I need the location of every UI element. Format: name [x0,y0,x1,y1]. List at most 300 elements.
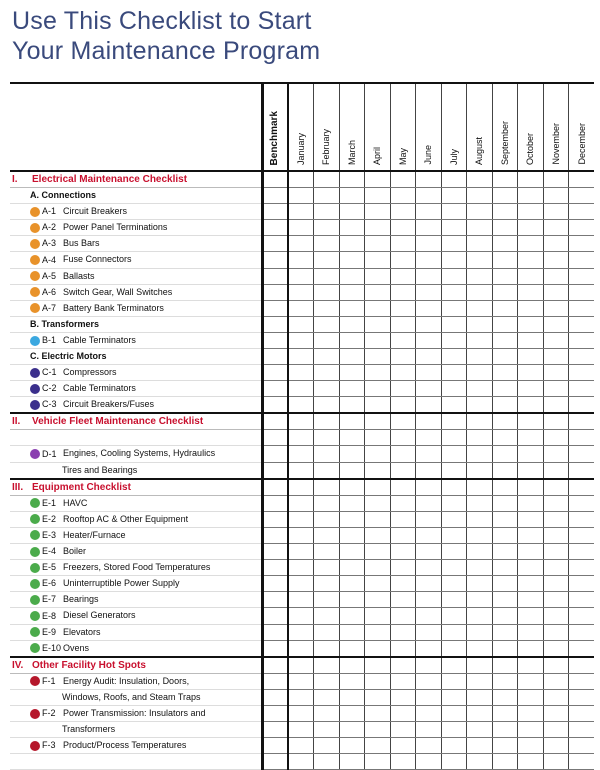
check-cell-august[interactable] [467,397,493,414]
check-cell-benchmark[interactable] [262,316,288,332]
check-cell-may[interactable] [390,592,416,608]
check-cell-november[interactable] [543,188,569,204]
check-cell-february[interactable] [314,236,340,252]
check-cell-october[interactable] [518,462,544,479]
check-cell-november[interactable] [543,332,569,348]
check-cell-december[interactable] [569,316,595,332]
check-cell-january[interactable] [288,284,314,300]
check-cell-january[interactable] [288,624,314,640]
check-cell-september[interactable] [492,462,518,479]
check-cell-july[interactable] [441,397,467,414]
check-cell-may[interactable] [390,462,416,479]
check-cell-november[interactable] [543,462,569,479]
check-cell-october[interactable] [518,430,544,446]
check-cell-march[interactable] [339,462,365,479]
check-cell-february[interactable] [314,300,340,316]
check-cell-august[interactable] [467,673,493,689]
check-cell-december[interactable] [569,413,595,430]
check-cell-august[interactable] [467,527,493,543]
check-cell-february[interactable] [314,754,340,770]
check-cell-july[interactable] [441,446,467,462]
check-cell-may[interactable] [390,689,416,705]
check-cell-july[interactable] [441,479,467,496]
check-cell-september[interactable] [492,236,518,252]
check-cell-february[interactable] [314,495,340,511]
check-cell-benchmark[interactable] [262,738,288,754]
check-cell-october[interactable] [518,657,544,674]
check-cell-april[interactable] [365,316,391,332]
check-cell-benchmark[interactable] [262,349,288,365]
check-cell-december[interactable] [569,430,595,446]
check-cell-may[interactable] [390,236,416,252]
check-cell-may[interactable] [390,527,416,543]
check-cell-april[interactable] [365,381,391,397]
check-cell-october[interactable] [518,624,544,640]
check-cell-september[interactable] [492,640,518,657]
check-cell-september[interactable] [492,511,518,527]
check-cell-july[interactable] [441,624,467,640]
check-cell-june[interactable] [416,592,442,608]
check-cell-benchmark[interactable] [262,220,288,236]
check-cell-december[interactable] [569,705,595,721]
check-cell-may[interactable] [390,657,416,674]
check-cell-february[interactable] [314,511,340,527]
check-cell-june[interactable] [416,640,442,657]
check-cell-july[interactable] [441,413,467,430]
check-cell-june[interactable] [416,543,442,559]
check-cell-may[interactable] [390,479,416,496]
check-cell-october[interactable] [518,381,544,397]
check-cell-benchmark[interactable] [262,576,288,592]
check-cell-may[interactable] [390,413,416,430]
check-cell-november[interactable] [543,446,569,462]
check-cell-january[interactable] [288,381,314,397]
check-cell-july[interactable] [441,284,467,300]
check-cell-july[interactable] [441,722,467,738]
check-cell-may[interactable] [390,349,416,365]
check-cell-march[interactable] [339,236,365,252]
check-cell-november[interactable] [543,608,569,624]
check-cell-benchmark[interactable] [262,640,288,657]
check-cell-march[interactable] [339,705,365,721]
check-cell-august[interactable] [467,268,493,284]
check-cell-august[interactable] [467,413,493,430]
check-cell-june[interactable] [416,268,442,284]
check-cell-march[interactable] [339,413,365,430]
check-cell-september[interactable] [492,188,518,204]
check-cell-august[interactable] [467,252,493,268]
check-cell-august[interactable] [467,316,493,332]
check-cell-july[interactable] [441,592,467,608]
check-cell-march[interactable] [339,754,365,770]
check-cell-august[interactable] [467,220,493,236]
check-cell-april[interactable] [365,204,391,220]
check-cell-september[interactable] [492,722,518,738]
check-cell-june[interactable] [416,722,442,738]
check-cell-may[interactable] [390,543,416,559]
check-cell-april[interactable] [365,576,391,592]
check-cell-benchmark[interactable] [262,268,288,284]
check-cell-march[interactable] [339,689,365,705]
check-cell-november[interactable] [543,268,569,284]
check-cell-october[interactable] [518,171,544,188]
check-cell-december[interactable] [569,446,595,462]
check-cell-april[interactable] [365,705,391,721]
check-cell-june[interactable] [416,754,442,770]
check-cell-december[interactable] [569,754,595,770]
check-cell-october[interactable] [518,754,544,770]
check-cell-march[interactable] [339,268,365,284]
check-cell-january[interactable] [288,495,314,511]
check-cell-april[interactable] [365,560,391,576]
check-cell-september[interactable] [492,365,518,381]
check-cell-june[interactable] [416,349,442,365]
check-cell-february[interactable] [314,722,340,738]
check-cell-may[interactable] [390,365,416,381]
check-cell-benchmark[interactable] [262,397,288,414]
check-cell-july[interactable] [441,365,467,381]
check-cell-april[interactable] [365,413,391,430]
check-cell-september[interactable] [492,430,518,446]
check-cell-february[interactable] [314,738,340,754]
check-cell-october[interactable] [518,236,544,252]
check-cell-december[interactable] [569,495,595,511]
check-cell-april[interactable] [365,754,391,770]
check-cell-june[interactable] [416,284,442,300]
check-cell-october[interactable] [518,640,544,657]
check-cell-may[interactable] [390,640,416,657]
check-cell-may[interactable] [390,220,416,236]
check-cell-december[interactable] [569,365,595,381]
check-cell-august[interactable] [467,188,493,204]
check-cell-march[interactable] [339,365,365,381]
check-cell-december[interactable] [569,462,595,479]
check-cell-april[interactable] [365,479,391,496]
check-cell-january[interactable] [288,673,314,689]
check-cell-february[interactable] [314,543,340,559]
check-cell-august[interactable] [467,608,493,624]
check-cell-september[interactable] [492,689,518,705]
check-cell-june[interactable] [416,689,442,705]
check-cell-benchmark[interactable] [262,300,288,316]
check-cell-october[interactable] [518,722,544,738]
check-cell-march[interactable] [339,495,365,511]
check-cell-april[interactable] [365,640,391,657]
check-cell-october[interactable] [518,592,544,608]
check-cell-july[interactable] [441,673,467,689]
check-cell-april[interactable] [365,397,391,414]
check-cell-october[interactable] [518,543,544,559]
check-cell-october[interactable] [518,349,544,365]
check-cell-november[interactable] [543,640,569,657]
check-cell-february[interactable] [314,365,340,381]
check-cell-november[interactable] [543,576,569,592]
check-cell-benchmark[interactable] [262,754,288,770]
check-cell-april[interactable] [365,284,391,300]
check-cell-july[interactable] [441,381,467,397]
check-cell-june[interactable] [416,397,442,414]
check-cell-january[interactable] [288,705,314,721]
check-cell-benchmark[interactable] [262,479,288,496]
check-cell-april[interactable] [365,722,391,738]
check-cell-february[interactable] [314,430,340,446]
check-cell-may[interactable] [390,252,416,268]
check-cell-may[interactable] [390,495,416,511]
check-cell-september[interactable] [492,252,518,268]
check-cell-april[interactable] [365,446,391,462]
check-cell-january[interactable] [288,560,314,576]
check-cell-october[interactable] [518,365,544,381]
check-cell-march[interactable] [339,576,365,592]
check-cell-october[interactable] [518,300,544,316]
check-cell-june[interactable] [416,381,442,397]
check-cell-january[interactable] [288,397,314,414]
check-cell-august[interactable] [467,171,493,188]
check-cell-june[interactable] [416,608,442,624]
check-cell-february[interactable] [314,479,340,496]
check-cell-december[interactable] [569,171,595,188]
check-cell-february[interactable] [314,171,340,188]
check-cell-october[interactable] [518,252,544,268]
check-cell-august[interactable] [467,462,493,479]
check-cell-december[interactable] [569,268,595,284]
check-cell-may[interactable] [390,624,416,640]
check-cell-january[interactable] [288,738,314,754]
check-cell-may[interactable] [390,738,416,754]
check-cell-benchmark[interactable] [262,462,288,479]
check-cell-benchmark[interactable] [262,527,288,543]
check-cell-june[interactable] [416,316,442,332]
check-cell-july[interactable] [441,171,467,188]
check-cell-october[interactable] [518,284,544,300]
check-cell-may[interactable] [390,446,416,462]
check-cell-june[interactable] [416,527,442,543]
check-cell-february[interactable] [314,332,340,348]
check-cell-august[interactable] [467,349,493,365]
check-cell-march[interactable] [339,560,365,576]
check-cell-march[interactable] [339,204,365,220]
check-cell-december[interactable] [569,608,595,624]
check-cell-february[interactable] [314,446,340,462]
check-cell-january[interactable] [288,236,314,252]
check-cell-july[interactable] [441,332,467,348]
check-cell-february[interactable] [314,252,340,268]
check-cell-october[interactable] [518,268,544,284]
check-cell-february[interactable] [314,689,340,705]
check-cell-september[interactable] [492,204,518,220]
check-cell-december[interactable] [569,738,595,754]
check-cell-december[interactable] [569,560,595,576]
check-cell-october[interactable] [518,188,544,204]
check-cell-march[interactable] [339,220,365,236]
check-cell-september[interactable] [492,495,518,511]
check-cell-august[interactable] [467,511,493,527]
check-cell-july[interactable] [441,511,467,527]
check-cell-september[interactable] [492,560,518,576]
check-cell-july[interactable] [441,204,467,220]
check-cell-may[interactable] [390,560,416,576]
check-cell-benchmark[interactable] [262,592,288,608]
check-cell-july[interactable] [441,527,467,543]
check-cell-march[interactable] [339,381,365,397]
check-cell-september[interactable] [492,576,518,592]
check-cell-march[interactable] [339,511,365,527]
check-cell-november[interactable] [543,365,569,381]
check-cell-september[interactable] [492,316,518,332]
check-cell-december[interactable] [569,640,595,657]
check-cell-january[interactable] [288,511,314,527]
check-cell-march[interactable] [339,543,365,559]
check-cell-november[interactable] [543,284,569,300]
check-cell-december[interactable] [569,673,595,689]
check-cell-november[interactable] [543,220,569,236]
check-cell-october[interactable] [518,413,544,430]
check-cell-june[interactable] [416,495,442,511]
check-cell-november[interactable] [543,705,569,721]
check-cell-september[interactable] [492,349,518,365]
check-cell-november[interactable] [543,316,569,332]
check-cell-december[interactable] [569,511,595,527]
check-cell-benchmark[interactable] [262,560,288,576]
check-cell-april[interactable] [365,171,391,188]
check-cell-november[interactable] [543,381,569,397]
check-cell-october[interactable] [518,511,544,527]
check-cell-april[interactable] [365,495,391,511]
check-cell-april[interactable] [365,689,391,705]
check-cell-september[interactable] [492,705,518,721]
check-cell-january[interactable] [288,592,314,608]
check-cell-benchmark[interactable] [262,284,288,300]
check-cell-january[interactable] [288,722,314,738]
check-cell-may[interactable] [390,284,416,300]
check-cell-july[interactable] [441,316,467,332]
check-cell-january[interactable] [288,171,314,188]
check-cell-may[interactable] [390,332,416,348]
check-cell-august[interactable] [467,204,493,220]
check-cell-february[interactable] [314,640,340,657]
check-cell-october[interactable] [518,397,544,414]
check-cell-december[interactable] [569,624,595,640]
check-cell-july[interactable] [441,657,467,674]
check-cell-benchmark[interactable] [262,446,288,462]
check-cell-november[interactable] [543,430,569,446]
check-cell-january[interactable] [288,754,314,770]
check-cell-december[interactable] [569,397,595,414]
check-cell-may[interactable] [390,268,416,284]
check-cell-june[interactable] [416,738,442,754]
check-cell-august[interactable] [467,300,493,316]
check-cell-september[interactable] [492,657,518,674]
check-cell-april[interactable] [365,365,391,381]
check-cell-february[interactable] [314,705,340,721]
check-cell-february[interactable] [314,284,340,300]
check-cell-july[interactable] [441,188,467,204]
check-cell-august[interactable] [467,640,493,657]
check-cell-april[interactable] [365,188,391,204]
check-cell-october[interactable] [518,220,544,236]
check-cell-april[interactable] [365,657,391,674]
check-cell-march[interactable] [339,527,365,543]
check-cell-june[interactable] [416,462,442,479]
check-cell-november[interactable] [543,349,569,365]
check-cell-september[interactable] [492,446,518,462]
check-cell-august[interactable] [467,576,493,592]
check-cell-november[interactable] [543,754,569,770]
check-cell-december[interactable] [569,479,595,496]
check-cell-july[interactable] [441,236,467,252]
check-cell-february[interactable] [314,349,340,365]
check-cell-august[interactable] [467,657,493,674]
check-cell-july[interactable] [441,705,467,721]
check-cell-may[interactable] [390,397,416,414]
check-cell-october[interactable] [518,495,544,511]
check-cell-march[interactable] [339,592,365,608]
check-cell-may[interactable] [390,511,416,527]
check-cell-april[interactable] [365,673,391,689]
check-cell-benchmark[interactable] [262,608,288,624]
check-cell-november[interactable] [543,543,569,559]
check-cell-june[interactable] [416,236,442,252]
check-cell-november[interactable] [543,171,569,188]
check-cell-benchmark[interactable] [262,511,288,527]
check-cell-may[interactable] [390,204,416,220]
check-cell-september[interactable] [492,543,518,559]
check-cell-march[interactable] [339,300,365,316]
check-cell-september[interactable] [492,527,518,543]
check-cell-june[interactable] [416,657,442,674]
check-cell-benchmark[interactable] [262,332,288,348]
check-cell-june[interactable] [416,300,442,316]
check-cell-june[interactable] [416,560,442,576]
check-cell-july[interactable] [441,220,467,236]
check-cell-march[interactable] [339,171,365,188]
check-cell-april[interactable] [365,236,391,252]
check-cell-may[interactable] [390,188,416,204]
check-cell-december[interactable] [569,332,595,348]
check-cell-august[interactable] [467,560,493,576]
check-cell-benchmark[interactable] [262,495,288,511]
check-cell-may[interactable] [390,705,416,721]
check-cell-january[interactable] [288,365,314,381]
check-cell-november[interactable] [543,673,569,689]
check-cell-may[interactable] [390,754,416,770]
check-cell-benchmark[interactable] [262,543,288,559]
check-cell-august[interactable] [467,754,493,770]
check-cell-june[interactable] [416,446,442,462]
check-cell-april[interactable] [365,624,391,640]
check-cell-june[interactable] [416,673,442,689]
check-cell-november[interactable] [543,413,569,430]
check-cell-february[interactable] [314,188,340,204]
check-cell-july[interactable] [441,349,467,365]
check-cell-october[interactable] [518,673,544,689]
check-cell-august[interactable] [467,495,493,511]
check-cell-august[interactable] [467,236,493,252]
check-cell-april[interactable] [365,608,391,624]
check-cell-december[interactable] [569,722,595,738]
check-cell-october[interactable] [518,204,544,220]
check-cell-july[interactable] [441,300,467,316]
check-cell-september[interactable] [492,592,518,608]
check-cell-september[interactable] [492,381,518,397]
check-cell-april[interactable] [365,738,391,754]
check-cell-june[interactable] [416,430,442,446]
check-cell-june[interactable] [416,332,442,348]
check-cell-november[interactable] [543,204,569,220]
check-cell-december[interactable] [569,300,595,316]
check-cell-benchmark[interactable] [262,430,288,446]
check-cell-benchmark[interactable] [262,624,288,640]
